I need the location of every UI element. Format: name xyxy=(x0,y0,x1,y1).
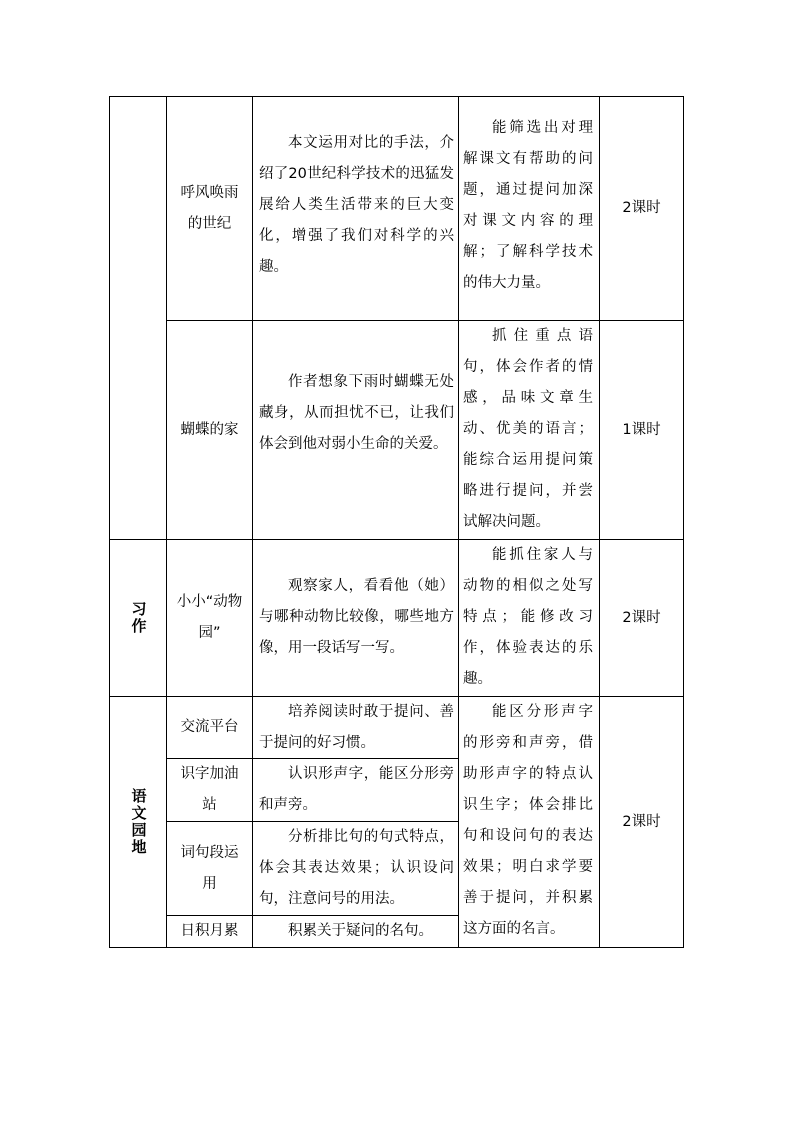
garden-item-name: 日积月累 xyxy=(180,923,239,939)
category-label xyxy=(110,697,166,947)
lesson-hours: 2课时 xyxy=(622,200,661,216)
lesson-content: 作者想象下雨时蝴蝶无处藏身，从而担忧不已，让我们体会到他对弱小生命的关爱。 xyxy=(259,374,454,452)
garden-item-content: 分析排比句的句式特点，体会其表达效果；认识设问句，注意问号的用法。 xyxy=(259,829,454,907)
lesson-name xyxy=(167,97,252,320)
lesson-name xyxy=(167,540,252,696)
lesson-name-text: 呼风唤雨的世纪 xyxy=(180,184,239,232)
category-label-text: 语文园地 xyxy=(129,788,148,856)
lesson-hours: 1课时 xyxy=(622,421,661,438)
lesson-content: 观察家人，看看他（她）与哪种动物比较像，哪些地方像，用一段话写一写。 xyxy=(259,578,454,656)
category-label-text: 习作 xyxy=(129,601,148,635)
lesson-goal: 能抓住家人与动物的相似之处写特点；能修改习作，体验表达的乐趣。 xyxy=(463,547,593,687)
garden-item-name-text: 词句段运用 xyxy=(180,844,239,892)
lesson-content: 本文运用对比的手法，介绍了20世纪科学技术的迅猛发展给人类生活带来的巨大变化，增强了我们对科学的兴趣。 xyxy=(259,135,454,275)
garden-item-content: 认识形声字，能区分形旁和声旁。 xyxy=(259,766,454,813)
lesson-name-text: 小小“动物园” xyxy=(176,594,243,641)
garden-goal: 能区分形声字的形旁和声旁，借助形声字的特点认识生字；体会排比句和设问句的表达效果；明白求学要善于提问，并积累这方面的名言。 xyxy=(463,704,593,937)
garden-item-name xyxy=(167,759,252,821)
lesson-goal: 能筛选出对理解课文有帮助的问题，通过提问加深对课文内容的理解；了解科学技术的伟大力量。 xyxy=(463,120,593,291)
garden-item-name xyxy=(167,822,252,915)
garden-item-content: 积累关于疑问的名句。 xyxy=(288,923,433,939)
garden-item-name: 交流平台 xyxy=(180,719,239,735)
lesson-goal: 抓住重点语句，体会作者的情感，品味文章生动、优美的语言；能综合运用提问策略进行提问，并尝试解决问题。 xyxy=(463,328,593,530)
garden-hours: 2课时 xyxy=(622,813,661,830)
category-label xyxy=(110,540,166,696)
lesson-name: 蝴蝶的家 xyxy=(180,421,239,438)
lesson-hours: 2课时 xyxy=(622,609,661,626)
garden-item-content: 培养阅读时敢于提问、善于提问的好习惯。 xyxy=(259,704,454,751)
garden-item-name-text: 识字加油站 xyxy=(180,766,239,813)
